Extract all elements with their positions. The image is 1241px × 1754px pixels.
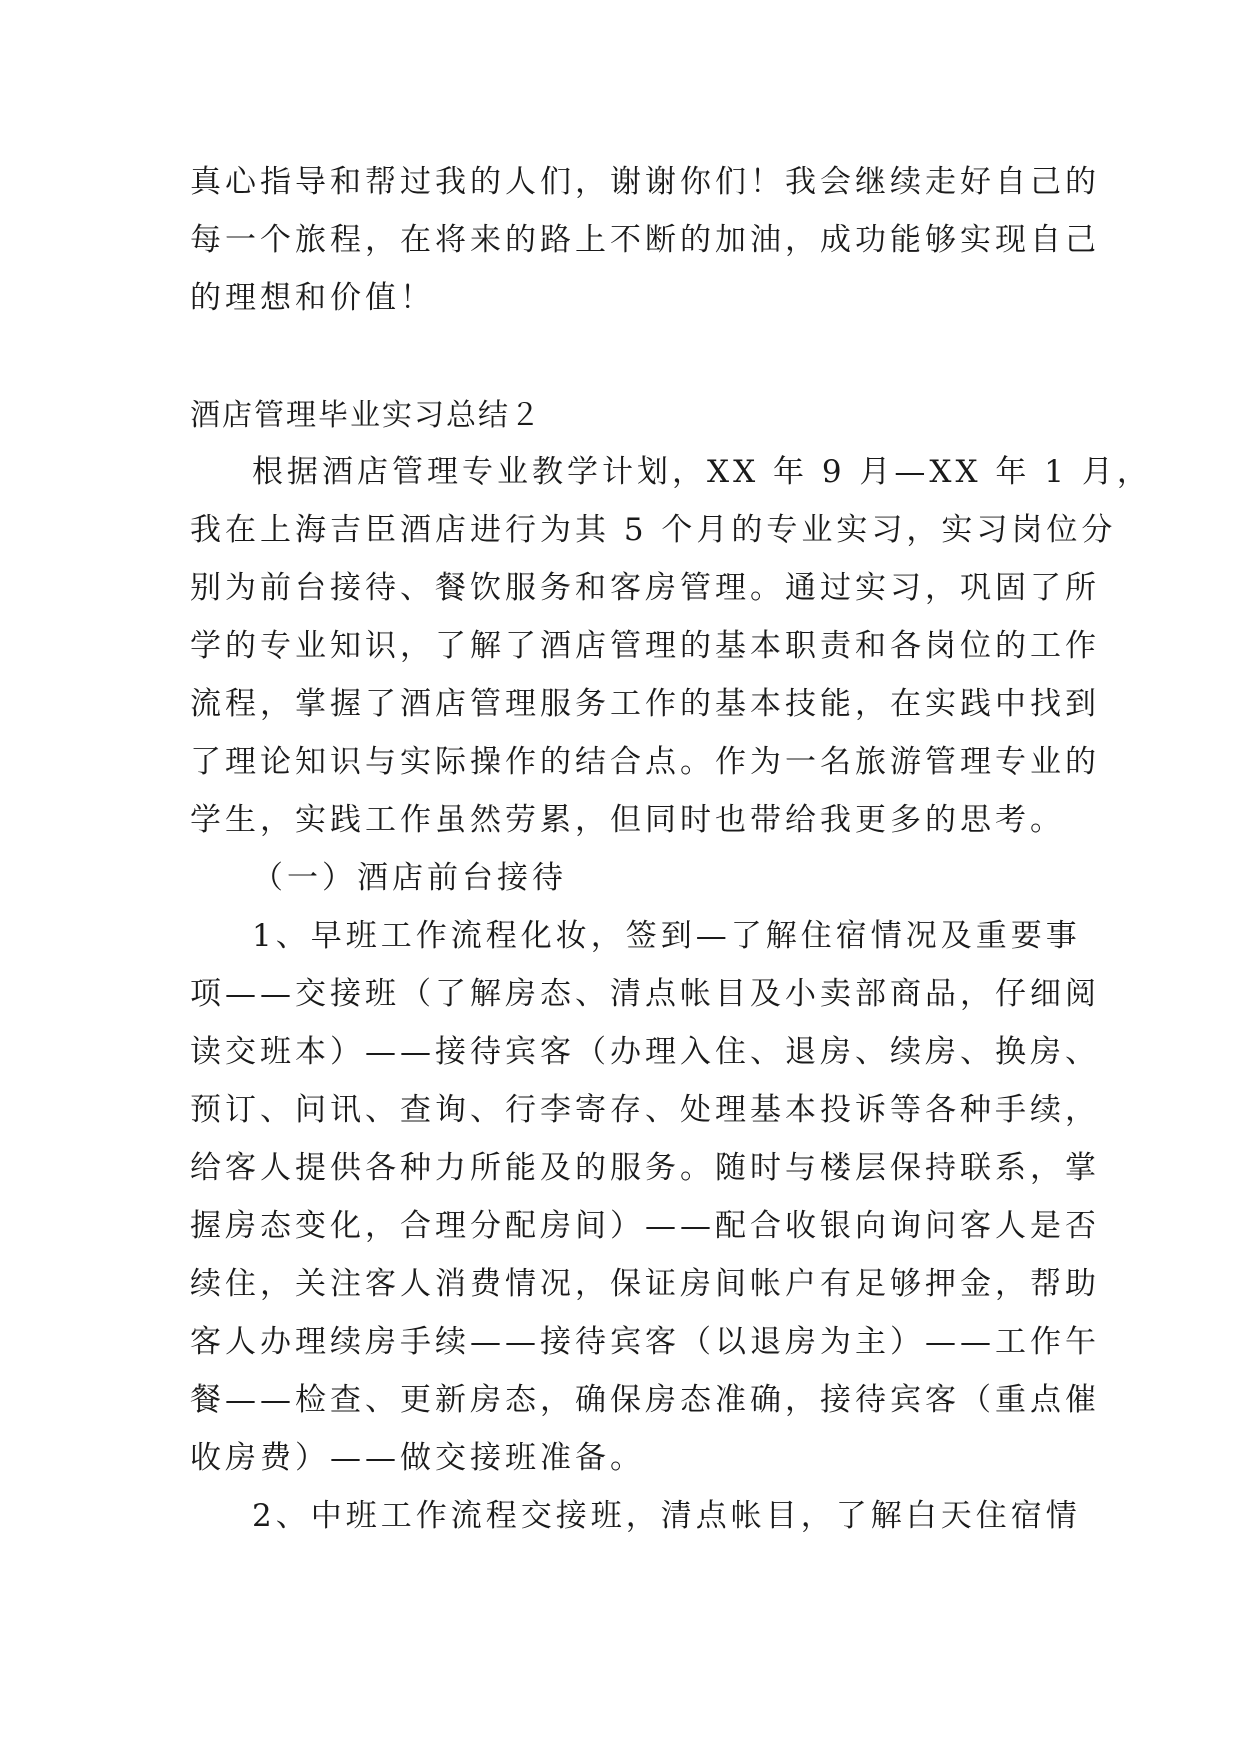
paragraph-line: 续住，关注客人消费情况，保证房间帐户有足够押金，帮助 bbox=[190, 1266, 1100, 1302]
paragraph-line: 1、早班工作流程化妆，签到—了解住宿情况及重要事 bbox=[252, 918, 1081, 954]
paragraph-line: 项——交接班（了解房态、清点帐目及小卖部商品，仔细阅 bbox=[190, 976, 1100, 1012]
paragraph-line: 学的专业知识，了解了酒店管理的基本职责和各岗位的工作 bbox=[190, 628, 1100, 664]
paragraph-line: 别为前台接待、餐饮服务和客房管理。通过实习，巩固了所 bbox=[190, 570, 1100, 606]
paragraph-line: 的理想和价值！ bbox=[190, 280, 435, 316]
paragraph-line: 餐——检查、更新房态，确保房态准确，接待宾客（重点催 bbox=[190, 1382, 1100, 1418]
paragraph-line: 给客人提供各种力所能及的服务。随时与楼层保持联系，掌 bbox=[190, 1150, 1100, 1186]
subsection-heading: （一）酒店前台接待 bbox=[252, 860, 567, 896]
paragraph-line: 根据酒店管理专业教学计划，XX 年 9 月—XX 年 1 月， bbox=[252, 454, 1152, 490]
section-heading: 酒店管理毕业实习总结２ bbox=[190, 398, 542, 433]
paragraph-line: 真心指导和帮过我的人们，谢谢你们！我会继续走好自己的 bbox=[190, 164, 1100, 200]
paragraph-line: 了理论知识与实际操作的结合点。作为一名旅游管理专业的 bbox=[190, 744, 1100, 780]
paragraph-line: 学生，实践工作虽然劳累，但同时也带给我更多的思考。 bbox=[190, 802, 1065, 838]
paragraph-line: 每一个旅程，在将来的路上不断的加油，成功能够实现自己 bbox=[190, 222, 1100, 258]
paragraph-line: 读交班本）——接待宾客（办理入住、退房、续房、换房、 bbox=[190, 1034, 1100, 1070]
paragraph-line: 流程，掌握了酒店管理服务工作的基本技能，在实践中找到 bbox=[190, 686, 1100, 722]
paragraph-line: 客人办理续房手续——接待宾客（以退房为主）——工作午 bbox=[190, 1324, 1100, 1360]
paragraph-line: 收房费）——做交接班准备。 bbox=[190, 1440, 645, 1476]
paragraph-line: 我在上海吉臣酒店进行为其 5 个月的专业实习，实习岗位分 bbox=[190, 512, 1117, 548]
paragraph-line: 握房态变化，合理分配房间）——配合收银向询问客人是否 bbox=[190, 1208, 1100, 1244]
paragraph-line: 2、中班工作流程交接班，清点帐目，了解白天住宿情 bbox=[252, 1498, 1081, 1534]
paragraph-line: 预订、问讯、查询、行李寄存、处理基本投诉等各种手续， bbox=[190, 1092, 1100, 1128]
